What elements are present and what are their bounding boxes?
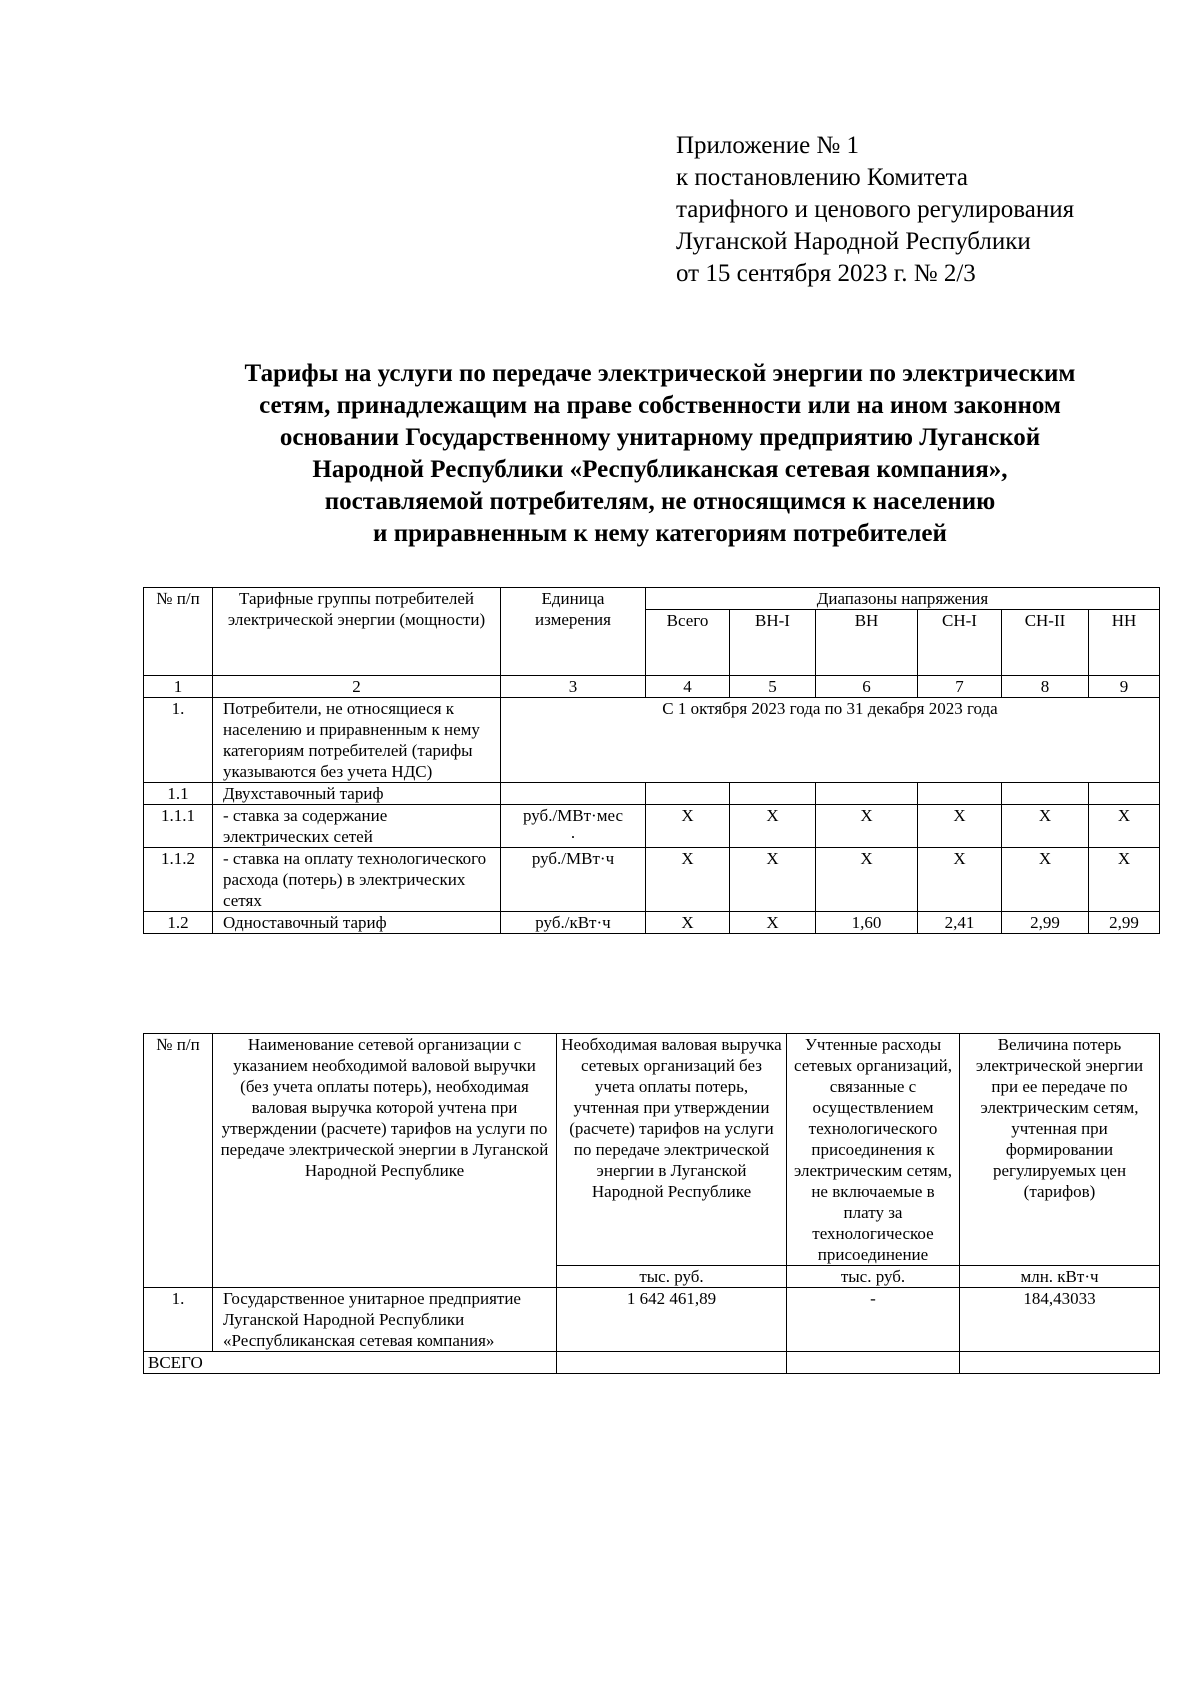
header-org: Наименование сетевой организации с указанием необходимой валовой выручки (без учета оплаты потерь), необходимая валовая выручка которой учтена при утверждении (расчете) тарифов на услуги по передаче электрической энергии в Луганской Народной Республике xyxy=(213,1034,557,1288)
col-number: 8 xyxy=(1002,676,1089,698)
org-name: Государственное унитарное предприятие Луганской Народной Республики «Республиканская сетевая компания» xyxy=(213,1288,557,1352)
table-row xyxy=(144,912,1160,934)
value-cell: Х xyxy=(1002,805,1089,848)
appendix-block xyxy=(676,130,1074,290)
col-number: 7 xyxy=(918,676,1002,698)
tariff-table xyxy=(143,587,1160,934)
col-number: 9 xyxy=(1089,676,1160,698)
value-cell: Х xyxy=(918,805,1002,848)
total-label: ВСЕГО xyxy=(144,1352,557,1374)
section-row xyxy=(144,698,1160,783)
column-number-row xyxy=(144,676,1160,698)
losses-value: 184,43033 xyxy=(960,1288,1160,1352)
expenses-value: - xyxy=(787,1288,960,1352)
title-line: поставляемой потребителям, не относящимся к населению xyxy=(324,488,996,515)
row-unit: руб./МВт·ч xyxy=(501,848,646,912)
unit-losses: млн. кВт·ч xyxy=(960,1266,1160,1288)
table-row xyxy=(144,805,1160,848)
value-cell: Х xyxy=(730,805,816,848)
value-cell: 1,60 xyxy=(816,912,918,934)
two-rate-row xyxy=(144,783,1160,805)
header-expenses: Учтенные расходы сетевых организаций, связанные с осуществлением технологического присоединения к электрическим сетям, не включаемые в плату за технологическое присоединение xyxy=(787,1034,960,1266)
row-num: 1. xyxy=(144,698,213,783)
col-number: 6 xyxy=(816,676,918,698)
value-cell: Х xyxy=(1089,805,1160,848)
value-cell: 2,99 xyxy=(1089,912,1160,934)
header-ranges: Диапазоны напряжения xyxy=(646,588,1160,610)
unit-revenue: тыс. руб. xyxy=(557,1266,787,1288)
header-sn2: СН-II xyxy=(1002,610,1089,676)
row-num: 1.1 xyxy=(144,783,213,805)
value-cell: Х xyxy=(730,848,816,912)
row-unit xyxy=(501,805,646,848)
title-line: основании Государственному унитарному предприятию Луганской xyxy=(279,424,1041,451)
header-nn: НН xyxy=(1089,610,1160,676)
value-cell: Х xyxy=(1089,848,1160,912)
value-cell: Х xyxy=(646,912,730,934)
row-name: Двухставочный тариф xyxy=(213,783,501,805)
col-number: 1 xyxy=(144,676,213,698)
header-group: Тарифные группы потребителей электрической энергии (мощности) xyxy=(213,588,501,676)
header-unit: Единица измерения xyxy=(501,588,646,676)
section-period: С 1 октября 2023 года по 31 декабря 2023 года xyxy=(501,698,1160,783)
total-row xyxy=(144,1352,1160,1374)
row-num: 1. xyxy=(144,1288,213,1352)
header-row xyxy=(144,588,1160,610)
document-title xyxy=(130,358,1190,550)
value-cell: Х xyxy=(1002,848,1089,912)
row-name: Одноставочный тариф xyxy=(213,912,501,934)
row-unit: руб./кВт·ч xyxy=(501,912,646,934)
title-line: Народной Республики «Республиканская сетевая компания», xyxy=(312,456,1008,483)
section-name: Потребители, не относящиеся к населению и приравненным к нему категориям потребителей (тарифы указываются без учета НДС) xyxy=(213,698,501,783)
unit-expenses: тыс. руб. xyxy=(787,1266,960,1288)
header-vn: ВН xyxy=(816,610,918,676)
header-sn1: СН-I xyxy=(918,610,1002,676)
header-total: Всего xyxy=(646,610,730,676)
value-cell: Х xyxy=(646,848,730,912)
title-line: и приравненным к нему категориям потребителей xyxy=(373,520,947,547)
appendix-line: Приложение № 1 xyxy=(676,132,860,159)
row-num: 1.1.2 xyxy=(144,848,213,912)
header-losses: Величина потерь электрической энергии при ее передаче по электрическим сетям, учтенная при формировании регулируемых цен (тарифов) xyxy=(960,1034,1160,1266)
appendix-line: к постановлению Комитета xyxy=(676,164,968,191)
appendix-line: тарифного и ценового регулирования xyxy=(676,196,1075,223)
unit-text: руб./МВт·мес xyxy=(523,806,623,825)
header-num: № п/п xyxy=(144,588,213,676)
row-name: - ставка на оплату технологического расхода (потерь) в электрических сетях xyxy=(213,848,501,912)
table-row xyxy=(144,848,1160,912)
header-num: № п/п xyxy=(144,1034,213,1288)
row-num: 1.2 xyxy=(144,912,213,934)
revenue-value: 1 642 461,89 xyxy=(557,1288,787,1352)
header-row xyxy=(144,1034,1160,1266)
value-cell: Х xyxy=(816,848,918,912)
value-cell: Х xyxy=(646,805,730,848)
title-line: сетям, принадлежащим на праве собственности или на ином законном xyxy=(259,392,1061,419)
row-name: - ставка за содержание электрических сетей xyxy=(213,805,501,848)
appendix-line: от 15 сентября 2023 г. № 2/3 xyxy=(676,260,976,287)
value-cell: Х xyxy=(730,912,816,934)
appendix-line: Луганской Народной Республики xyxy=(676,228,1031,255)
value-cell: Х xyxy=(816,805,918,848)
value-cell: 2,41 xyxy=(918,912,1002,934)
header-vn1: ВН-I xyxy=(730,610,816,676)
unit-extra: . xyxy=(570,823,576,842)
title-line: Тарифы на услуги по передаче электрической энергии по электрическим xyxy=(244,360,1076,387)
col-number: 5 xyxy=(730,676,816,698)
row-num: 1.1.1 xyxy=(144,805,213,848)
header-revenue: Необходимая валовая выручка сетевых организаций без учета оплаты потерь, учтенная при утверждении (расчете) тарифов на услуги по передаче электрической энергии в Луганской Народной Республике xyxy=(557,1034,787,1266)
network-org-table xyxy=(143,1033,1160,1374)
table-row xyxy=(144,1288,1160,1352)
col-number: 3 xyxy=(501,676,646,698)
value-cell: Х xyxy=(918,848,1002,912)
value-cell: 2,99 xyxy=(1002,912,1089,934)
col-number: 2 xyxy=(213,676,501,698)
col-number: 4 xyxy=(646,676,730,698)
